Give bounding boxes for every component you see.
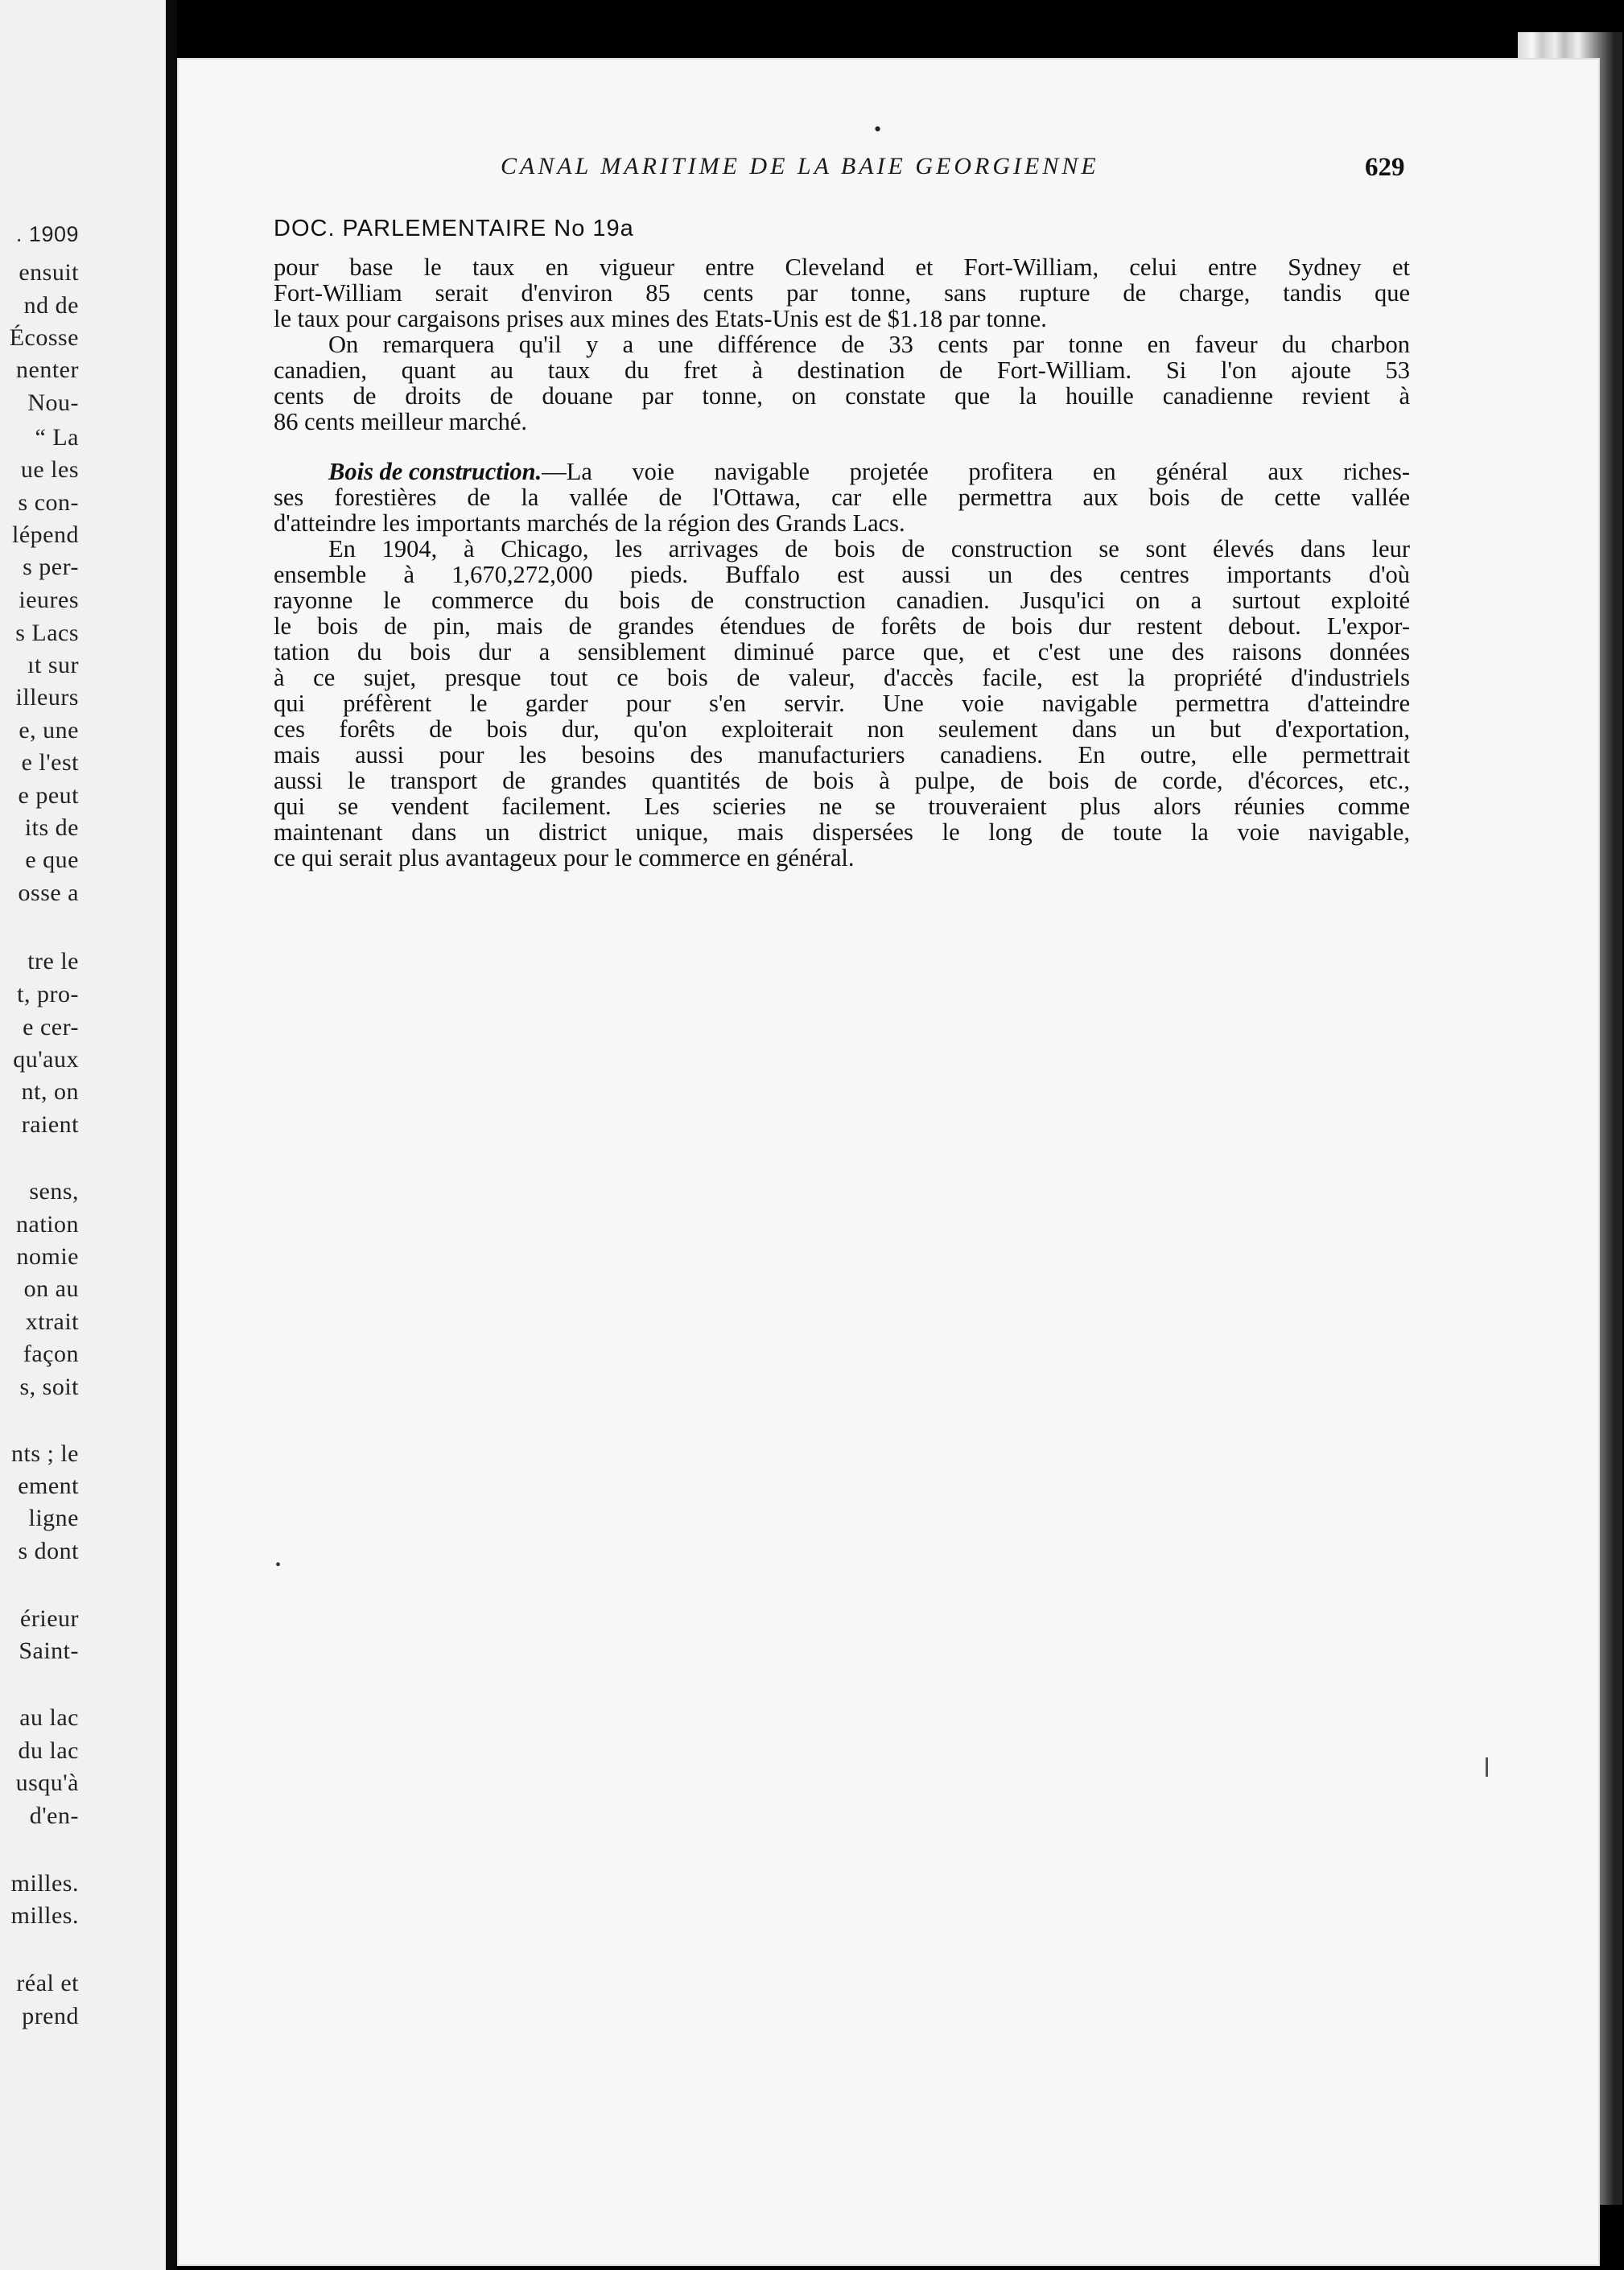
text-line: le bois de pin, mais de grandes étendues de forêts de bois dur restent debout. L'expor-: [274, 612, 1410, 640]
facing-page-line: illeurs: [15, 684, 79, 711]
facing-page-line: prend: [22, 2003, 79, 2029]
text-line: le taux pour cargaisons prises aux mines des Etats-Unis est de $1.18 par tonne.: [274, 305, 1047, 332]
facing-page-line: nt, on: [21, 1078, 79, 1105]
facing-page-line: e que: [25, 847, 79, 873]
text-line: maintenant dans un district unique, mais dispersées le long de toute la voie navigable,: [274, 818, 1410, 846]
facing-page-line: Écosse: [9, 324, 79, 351]
margin-tick: [1486, 1757, 1488, 1777]
facing-page-line: its de: [24, 814, 79, 841]
facing-page-line: qu'aux: [13, 1046, 79, 1073]
text-line: tation du bois dur a sensiblement diminué parce que, et c'est une des raisons données: [274, 638, 1410, 665]
document-label: DOC. PARLEMENTAIRE No 19a: [274, 216, 634, 241]
facing-page-line: Saint-: [19, 1638, 79, 1664]
text-line: d'atteindre les importants marchés de la région des Grands Lacs.: [274, 509, 905, 537]
facing-page-line: s, soit: [19, 1374, 79, 1400]
facing-page-line: “ La: [35, 424, 79, 451]
facing-page-line: usqu'à: [15, 1769, 79, 1796]
facing-page-line: érieur: [20, 1605, 79, 1632]
document-page: [179, 60, 1598, 2264]
facing-page-line: du lac: [18, 1737, 79, 1764]
facing-page-line: nomie: [16, 1243, 79, 1270]
body-text: [274, 254, 1410, 871]
facing-page-line: nd de: [23, 292, 79, 319]
facing-page-line: façon: [23, 1341, 79, 1367]
text-line: mais aussi pour les besoins des manufacturiers canadiens. En outre, elle permettrait: [274, 741, 1410, 768]
text-line: pour base le taux en vigueur entre Cleveland et Fort-William, celui entre Sydney et: [274, 253, 1410, 281]
page-speck: •: [874, 117, 882, 141]
text-line: qui se vendent facilement. Les scieries ne se trouveraient plus alors réunies comme: [274, 793, 1410, 820]
facing-page-line: s per-: [23, 554, 79, 580]
facing-page-line: xtrait: [25, 1308, 79, 1335]
paragraph-gap: [274, 435, 1410, 459]
facing-page-line: ensuit: [19, 259, 79, 286]
facing-page-line: ement: [18, 1473, 79, 1499]
page-number: 629: [1365, 153, 1405, 182]
facing-page-line: on au: [23, 1275, 79, 1302]
section-heading: Bois de construction.: [328, 458, 542, 485]
text-line: Fort-William serait d'environ 85 cents par tonne, sans rupture de charge, tandis que: [274, 279, 1410, 307]
text-line: ce qui serait plus avantageux pour le commerce en général.: [274, 844, 855, 871]
facing-page-line: ıt sur: [27, 652, 79, 678]
facing-page-line: e peut: [18, 782, 79, 809]
text-line-rest: —La voie navigable projetée profitera en général aux riches-: [542, 458, 1410, 485]
facing-page-line: milles.: [10, 1902, 79, 1929]
facing-page-line: e cer-: [23, 1014, 79, 1040]
facing-page-line: tre le: [27, 948, 79, 974]
facing-page-line: lépend: [12, 521, 79, 548]
running-title: CANAL MARITIME DE LA BAIE GEORGIENNE: [501, 153, 1099, 179]
facing-page-line: t, pro-: [17, 981, 79, 1007]
text-line: cents de droits de douane par tonne, on constate que la houille canadienne revient à: [274, 382, 1410, 410]
text-line: ses forestières de la vallée de l'Ottawa, car elle permettra aux bois de cette vallée: [274, 484, 1410, 511]
facing-page-line: ieures: [19, 587, 79, 613]
facing-page-line: d'en-: [29, 1802, 79, 1829]
text-line: 86 cents meilleur marché.: [274, 408, 528, 435]
facing-page-line: au lac: [19, 1704, 79, 1731]
facing-page-line: milles.: [10, 1870, 79, 1897]
facing-page-line: ue les: [20, 456, 79, 483]
text-line: ensemble à 1,670,272,000 pieds. Buffalo est aussi un des centres importants d'où: [274, 561, 1410, 588]
facing-page-line: s con-: [18, 489, 79, 516]
facing-page-line: réal et: [16, 1970, 79, 1996]
facing-page-line: Nou-: [27, 389, 79, 416]
facing-page-line: s dont: [18, 1538, 79, 1564]
text-line: [274, 459, 1410, 484]
text-line: aussi le transport de grandes quantités de bois à pulpe, de bois de corde, d'écorces, etc.,: [274, 767, 1410, 794]
facing-page-line: nts ; le: [11, 1440, 79, 1467]
facing-page-line: s Lacs: [15, 620, 79, 646]
text-line: ces forêts de bois dur, qu'on exploiterait non seulement dans un but d'exportation,: [274, 715, 1410, 743]
facing-page-line: nenter: [16, 356, 79, 383]
facing-page-line: . 1909: [15, 222, 79, 246]
facing-page-line: sens,: [29, 1178, 79, 1205]
text-line: On remarquera qu'il y a une différence de 33 cents par tonne en faveur du charbon: [328, 331, 1410, 358]
facing-page-line: osse a: [18, 880, 79, 906]
facing-page-line: e l'est: [21, 749, 79, 776]
facing-page-line: nation: [16, 1211, 79, 1238]
text-line: rayonne le commerce du bois de construction canadien. Jusqu'ici on a surtout exploité: [274, 587, 1410, 614]
facing-page-line: ligne: [28, 1505, 79, 1531]
facing-page-line: e, une: [19, 717, 79, 744]
text-line: canadien, quant au taux du fret à destination de Fort-William. Si l'on ajoute 53: [274, 356, 1410, 384]
book-gutter: [166, 0, 177, 2270]
text-line: qui préfèrent le garder pour s'en servir. Une voie navigable permettra d'atteindre: [274, 690, 1410, 717]
text-line: En 1904, à Chicago, les arrivages de bois de construction se sont élevés dans leur: [328, 535, 1410, 562]
facing-page-line: raient: [21, 1111, 79, 1138]
facing-page-strip: [0, 0, 171, 2270]
text-line: à ce sujet, presque tout ce bois de valeur, d'accès facile, est la propriété d'industriels: [274, 664, 1410, 691]
stray-mark: •: [275, 1556, 282, 1574]
